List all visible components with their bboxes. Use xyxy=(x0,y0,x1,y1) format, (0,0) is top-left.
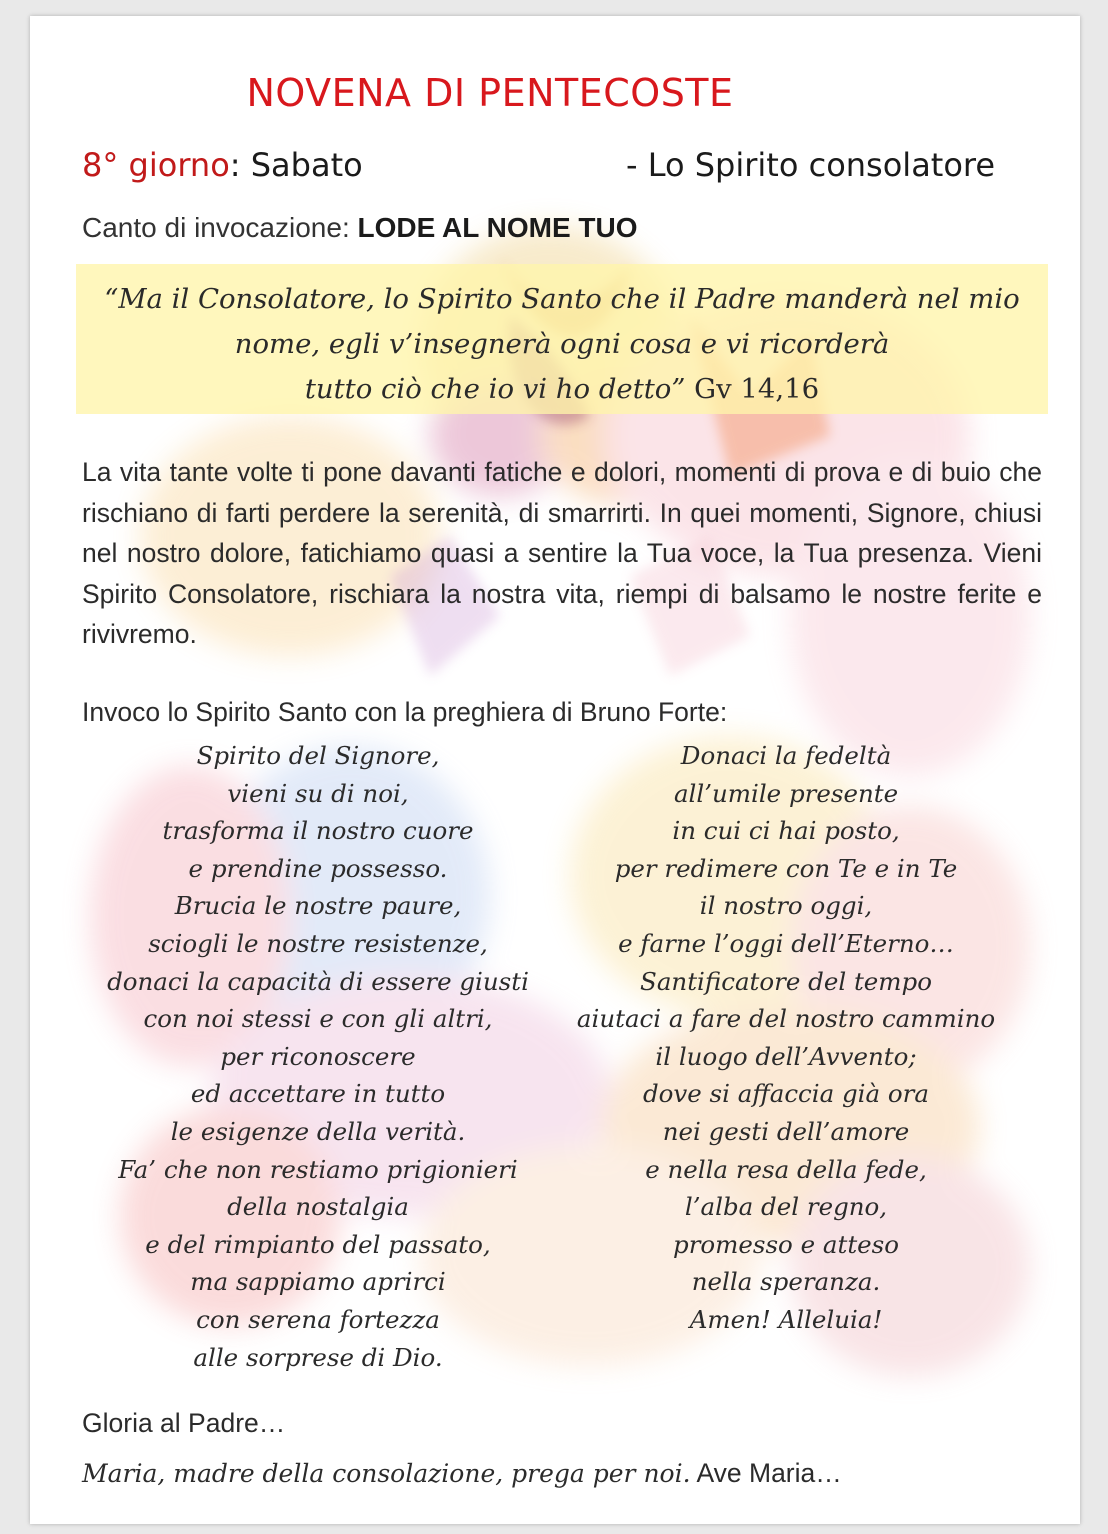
weekday: Sabato xyxy=(250,146,363,184)
prayer-line: per riconoscere xyxy=(220,1041,416,1071)
prayer-line: con serena fortezza xyxy=(196,1304,440,1334)
prayer-line: con noi stessi e con gli altri, xyxy=(143,1004,493,1034)
prayer-line: e farne l’oggi dell’Eterno… xyxy=(618,928,954,958)
prayer-intro: Invoco lo Spirito Santo con la preghiera di Bruno Forte: xyxy=(82,697,728,727)
prayer-line: il nostro oggi, xyxy=(699,891,873,921)
prayer-line: Amen! Alleluia! xyxy=(689,1304,883,1334)
prayer-column-left xyxy=(88,737,548,1376)
prayer-line: sciogli le nostre resistenze, xyxy=(148,928,488,958)
ave-maria: Ave Maria… xyxy=(690,1458,842,1488)
quote-line: nome, egli v’insegnerà ogni cosa e vi ricorderà xyxy=(234,328,890,360)
day-number: 8° giorno xyxy=(82,146,230,184)
day-separator: : xyxy=(229,146,251,184)
prayer-line: dove si affaccia già ora xyxy=(643,1079,929,1109)
document-title: NOVENA DI PENTECOSTE xyxy=(246,71,734,115)
quote-reference: Gv 14,16 xyxy=(694,373,820,405)
prayer-line: aiutaci a fare del nostro cammino xyxy=(576,1004,996,1034)
prayer-line: e prendine possesso. xyxy=(188,853,448,883)
quote-line-last xyxy=(76,367,1048,412)
prayer-line: per redimere con Te e in Te xyxy=(614,853,958,883)
prayer-line: l’alba del regno, xyxy=(684,1192,888,1222)
prayer-line: vieni su di noi, xyxy=(227,778,409,808)
prayer-line: in cui ci hai posto, xyxy=(672,816,900,846)
prayer-line: ed accettare in tutto xyxy=(190,1079,446,1109)
day-theme: - Lo Spirito consolatore xyxy=(626,146,996,184)
prayer-line: trasforma il nostro cuore xyxy=(162,816,474,846)
prayer-line: all’umile presente xyxy=(673,778,899,808)
prayer-line: il luogo dell’Avvento; xyxy=(655,1041,917,1071)
prayer-line: e del rimpianto del passato, xyxy=(145,1229,491,1259)
quote-line: “Ma il Consolatore, lo Spirito Santo che il Padre manderà nel mio xyxy=(104,283,1020,315)
prayer-line: nella speranza. xyxy=(691,1267,881,1297)
prayer-line: Donaci la fedeltà xyxy=(680,741,892,770)
closing-invocation xyxy=(82,1455,842,1492)
prayer-line: della nostalgia xyxy=(227,1192,409,1222)
prayer-line: alle sorprese di Dio. xyxy=(193,1342,443,1372)
marian-invocation: Maria, madre della consolazione, prega per noi. xyxy=(82,1459,691,1488)
prayer-line: donaci la capacità di essere giusti xyxy=(107,966,529,996)
prayer-line: nei gesti dell’amore xyxy=(662,1116,910,1146)
prayer-line: Santificatore del tempo xyxy=(640,966,932,996)
song-label: Canto di invocazione: xyxy=(82,212,358,243)
quote-line: tutto ciò che io vi ho detto” xyxy=(304,373,695,405)
prayer-line: Fa’ che non restiamo prigionieri xyxy=(118,1154,518,1184)
prayer-line: le esigenze della verità. xyxy=(170,1116,466,1146)
prayer-column-right xyxy=(554,737,1018,1339)
prayer-line: e nella resa della fede, xyxy=(645,1154,927,1184)
prayer-line: Brucia le nostre paure, xyxy=(174,891,462,921)
song-title: LODE AL NOME TUO xyxy=(357,212,638,243)
reflection-paragraph: La vita tante volte ti pone davanti fatiche e dolori, momenti di prova e di buio che rischiano di farti perdere la serenità, di smarrirti. In quei momenti, Signore, chiusi nel nostro dolore, fatichiamo quasi a sentire la Tua voce, la Tua presenza. Vieni Spirito Consolatore, rischiara la nostra vita, riempi di balsamo le nostre ferite e rivivremo. xyxy=(82,457,1042,649)
gloria-line: Gloria al Padre… xyxy=(82,1408,286,1438)
prayer-line: ma sappiamo aprirci xyxy=(190,1267,446,1297)
prayer-line: promesso e atteso xyxy=(673,1229,899,1259)
document-page xyxy=(30,16,1080,1524)
opening-song xyxy=(82,210,638,246)
prayer-line: Spirito del Signore, xyxy=(196,741,440,770)
scripture-quote xyxy=(76,277,1048,412)
day-heading xyxy=(82,146,1022,190)
